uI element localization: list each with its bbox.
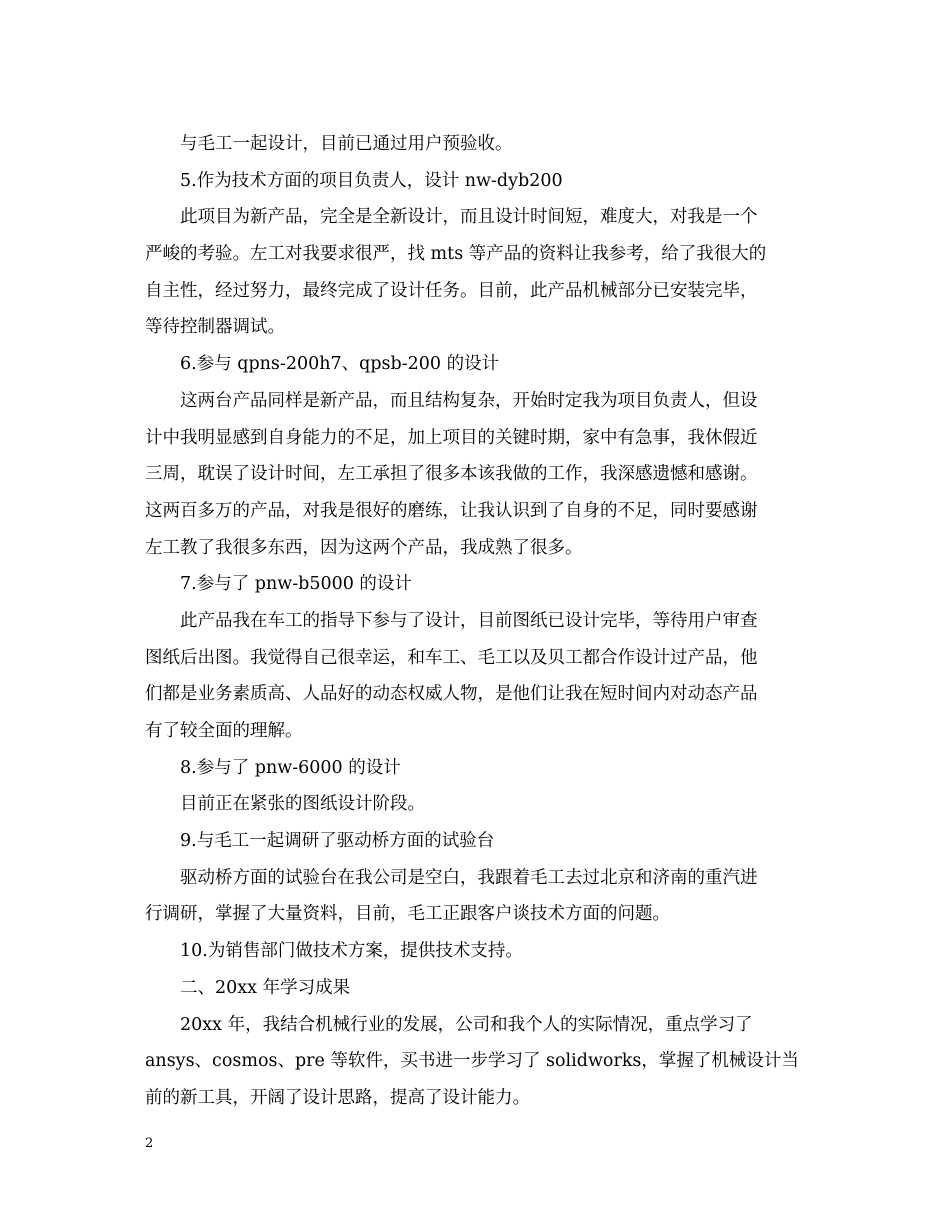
- text-line: 目前正在紧张的图纸设计阶段。: [180, 794, 425, 815]
- text-line: 三周，耽误了设计时间，左工承担了很多本该我做的工作，我深感遗憾和感谢。: [145, 464, 758, 485]
- text-line: 这两百多万的产品，对我是很好的磨练，让我认识到了自身的不足，同时要感谢: [145, 500, 758, 521]
- text-line: 有了较全面的理解。: [145, 721, 303, 741]
- text-line: 此项目为新产品，完全是全新设计，而且设计时间短，难度大，对我是一个: [180, 207, 758, 228]
- text-line: 二、20xx 年学习成果: [180, 977, 351, 998]
- text-line: 们都是业务素质高、人品好的动态权威人物，是他们让我在短时间内对动态产品: [145, 684, 758, 705]
- text-line: 行调研，掌握了大量资料，目前，毛工正跟客户谈技术方面的问题。: [145, 904, 670, 925]
- text-line: 此产品我在车工的指导下参与了设计，目前图纸已设计完毕，等待用户审查: [180, 610, 758, 631]
- text-line: 等待控制器调试。: [145, 317, 285, 338]
- text-line: 严峻的考验。左工对我要求很严，找 mts 等产品的资料让我参考，给了我很大的: [145, 244, 767, 265]
- text-line: 驱动桥方面的试验台在我公司是空白，我跟着毛工去过北京和济南的重汽进: [180, 867, 758, 888]
- text-line: 前的新工具，开阔了设计思路，提高了设计能力。: [145, 1087, 530, 1108]
- text-line: 这两台产品同样是新产品，而且结构复杂，开始时定我为项目负责人，但设: [180, 390, 758, 411]
- text-line: 8.参与了 pnw-6000 的设计: [180, 757, 401, 778]
- text-line: 计中我明显感到自身能力的不足，加上项目的关键时期，家中有急事，我休假近: [145, 427, 758, 448]
- text-line: 5.作为技术方面的项目负责人，设计 nw-dyb200: [180, 170, 563, 191]
- text-line: 左工教了我很多东西，因为这两个产品，我成熟了很多。: [145, 537, 583, 558]
- text-line: 与毛工一起设计，目前已通过用户预验收。: [180, 134, 513, 154]
- text-line: 7.参与了 pnw-b5000 的设计: [180, 574, 412, 595]
- text-line: 自主性，经过努力，最终完成了设计任务。目前，此产品机械部分已安装完毕，: [145, 280, 758, 301]
- text-line: 图纸后出图。我觉得自己很幸运，和车工、毛工以及贝工都合作设计过产品，他: [145, 647, 758, 668]
- text-line: ansys、cosmos、pre 等软件，买书进一步学习了 solidworks，掌握了机械设计当: [145, 1051, 799, 1072]
- text-line: 9.与毛工一起调研了驱动桥方面的试验台: [180, 831, 495, 852]
- text-line: 10.为销售部门做技术方案，提供技术支持。: [180, 941, 523, 962]
- document-body: [145, 126, 810, 1117]
- text-line: 6.参与 qpns-200h7、qpsb-200 的设计: [180, 354, 500, 375]
- page-number: 2: [145, 1136, 154, 1151]
- text-line: 20xx 年，我结合机械行业的发展，公司和我个人的实际情况，重点学习了: [180, 1014, 753, 1035]
